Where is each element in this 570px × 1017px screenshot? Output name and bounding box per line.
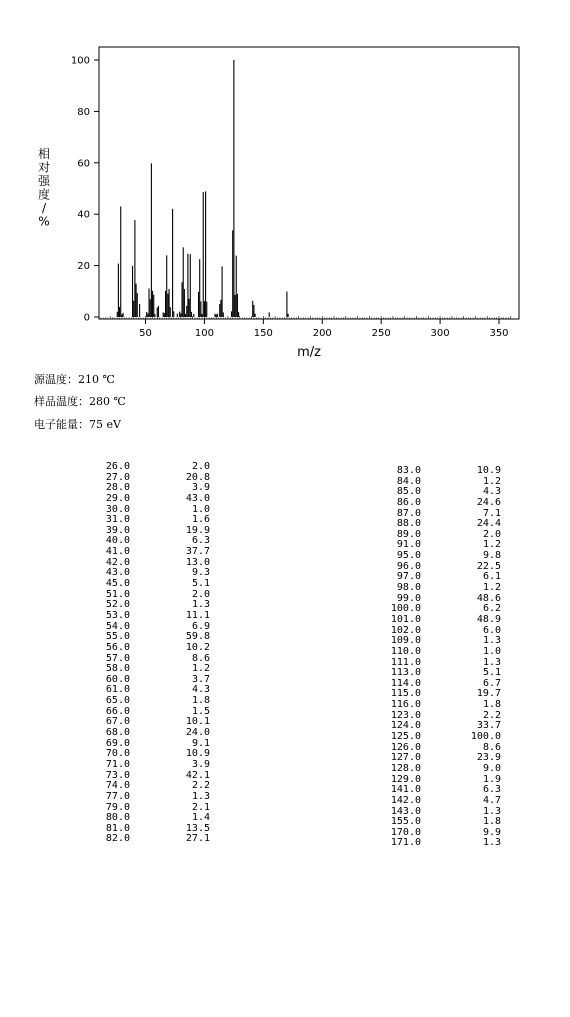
- y-tick-label: 80: [77, 106, 90, 118]
- intensity-value: 6.0: [482, 624, 501, 636]
- peak-table-right: [371, 466, 501, 849]
- intensity-value: 10.9: [185, 748, 210, 760]
- mz-value: 60.0: [105, 673, 130, 685]
- mz-value: 83.0: [396, 465, 421, 476]
- mz-value: 98.0: [396, 582, 421, 594]
- intensity-value: 24.4: [476, 518, 501, 530]
- x-tick-label: 350: [489, 328, 509, 339]
- mz-value: 155.0: [390, 816, 421, 828]
- y-tick-label: 60: [77, 158, 90, 170]
- mz-value: 102.0: [390, 624, 421, 636]
- intensity-value: 1.2: [482, 475, 501, 487]
- table-row: [371, 572, 501, 583]
- intensity-value: 2.2: [191, 780, 210, 792]
- mz-value: 115.0: [390, 688, 421, 700]
- table-row: [80, 473, 210, 484]
- mz-value: 125.0: [390, 731, 421, 743]
- intensity-value: 27.1: [185, 833, 210, 845]
- intensity-value: 1.6: [191, 514, 210, 526]
- intensity-value: 20.8: [185, 471, 210, 483]
- mz-value: 55.0: [105, 631, 130, 643]
- mz-value: 52.0: [105, 599, 130, 611]
- mz-value: 77.0: [105, 790, 130, 802]
- mz-value: 141.0: [390, 784, 421, 796]
- intensity-value: 1.8: [482, 699, 501, 711]
- mz-value: 54.0: [105, 620, 130, 632]
- intensity-value: 37.7: [185, 546, 210, 558]
- mz-value: 81.0: [105, 822, 130, 834]
- table-row: [371, 519, 501, 530]
- intensity-value: 2.2: [482, 709, 501, 721]
- y-tick-label: 100: [70, 55, 90, 67]
- intensity-value: 1.3: [191, 790, 210, 802]
- table-row: [80, 781, 210, 792]
- intensity-value: 9.9: [482, 826, 501, 838]
- table-row: [371, 540, 501, 551]
- table-row: [80, 664, 210, 675]
- intensity-value: 1.9: [482, 773, 501, 785]
- intensity-value: 9.3: [191, 567, 210, 579]
- mz-value: 29.0: [105, 492, 130, 504]
- sample-temperature: 样品温度：280 ℃: [34, 395, 126, 408]
- mz-value: 53.0: [105, 609, 130, 621]
- plot-frame: [99, 47, 519, 319]
- table-row: [80, 728, 210, 739]
- table-row: [80, 803, 210, 814]
- intensity-value: 4.3: [482, 486, 501, 498]
- table-row: [80, 792, 210, 803]
- intensity-value: 13.5: [185, 822, 210, 834]
- mz-value: 123.0: [390, 709, 421, 721]
- mz-value: 74.0: [105, 780, 130, 792]
- table-row: [371, 615, 501, 626]
- mz-value: 170.0: [390, 826, 421, 838]
- intensity-value: 4.7: [482, 794, 501, 806]
- mz-value: 111.0: [390, 656, 421, 668]
- intensity-value: 5.1: [482, 667, 501, 679]
- intensity-value: 2.0: [191, 461, 210, 472]
- intensity-value: 9.0: [482, 762, 501, 774]
- intensity-value: 9.1: [191, 737, 210, 749]
- mz-value: 58.0: [105, 663, 130, 675]
- intensity-value: 6.3: [191, 535, 210, 547]
- intensity-value: 8.6: [191, 652, 210, 664]
- intensity-value: 10.2: [185, 641, 210, 653]
- intensity-value: 3.9: [191, 482, 210, 494]
- intensity-value: 4.3: [191, 684, 210, 696]
- mz-value: 82.0: [105, 833, 130, 845]
- intensity-value: 1.2: [191, 663, 210, 675]
- intensity-value: 1.5: [191, 705, 210, 717]
- intensity-value: 48.6: [476, 592, 501, 604]
- mz-value: 70.0: [105, 748, 130, 760]
- intensity-value: 100.0: [470, 731, 501, 743]
- x-axis-ticks: [139, 319, 508, 339]
- intensity-value: 22.5: [476, 560, 501, 572]
- mz-value: 85.0: [396, 486, 421, 498]
- intensity-value: 19.9: [185, 524, 210, 536]
- table-row: [371, 477, 501, 488]
- mz-value: 69.0: [105, 737, 130, 749]
- table-row: [80, 685, 210, 696]
- x-tick-label: 50: [139, 328, 152, 339]
- mz-value: 43.0: [105, 567, 130, 579]
- table-row: [80, 771, 210, 782]
- intensity-value: 1.0: [482, 645, 501, 657]
- mz-value: 101.0: [390, 613, 421, 625]
- intensity-value: 1.3: [482, 635, 501, 647]
- mz-value: 28.0: [105, 482, 130, 494]
- mz-value: 86.0: [396, 496, 421, 508]
- intensity-value: 6.3: [482, 784, 501, 796]
- mz-value: 42.0: [105, 556, 130, 568]
- table-row: [80, 834, 210, 845]
- table-row: [80, 760, 210, 771]
- mz-value: 129.0: [390, 773, 421, 785]
- x-tick-label: 150: [253, 328, 273, 339]
- intensity-value: 42.1: [185, 769, 210, 781]
- mz-value: 56.0: [105, 641, 130, 653]
- electron-energy: 电子能量：75 eV: [34, 418, 121, 431]
- table-row: [80, 696, 210, 707]
- mz-value: 61.0: [105, 684, 130, 696]
- mz-value: 40.0: [105, 535, 130, 547]
- mz-value: 142.0: [390, 794, 421, 806]
- mz-value: 87.0: [396, 507, 421, 519]
- intensity-value: 1.2: [482, 582, 501, 594]
- mz-value: 41.0: [105, 546, 130, 558]
- table-row: [80, 611, 210, 622]
- mz-value: 109.0: [390, 635, 421, 647]
- source-temperature: 源温度：210 ℃: [34, 373, 115, 386]
- mz-value: 79.0: [105, 801, 130, 813]
- table-row: [371, 466, 501, 477]
- y-tick-label: 20: [77, 261, 90, 273]
- intensity-value: 19.7: [476, 688, 501, 700]
- mz-value: 57.0: [105, 652, 130, 664]
- intensity-value: 1.3: [191, 599, 210, 611]
- table-row: [80, 749, 210, 760]
- table-row: [371, 796, 501, 807]
- table-row: [80, 643, 210, 654]
- mz-value: 110.0: [390, 645, 421, 657]
- intensity-value: 1.0: [191, 503, 210, 515]
- mz-value: 73.0: [105, 769, 130, 781]
- mz-value: 27.0: [105, 471, 130, 483]
- mz-value: 68.0: [105, 727, 130, 739]
- peak-table-left: [80, 462, 210, 845]
- mz-value: 65.0: [105, 695, 130, 707]
- intensity-value: 1.4: [191, 812, 210, 824]
- mz-value: 128.0: [390, 762, 421, 774]
- mz-value: 127.0: [390, 752, 421, 764]
- table-row: [371, 530, 501, 541]
- intensity-value: 1.3: [482, 837, 501, 849]
- intensity-value: 7.1: [482, 507, 501, 519]
- table-row: [371, 838, 501, 849]
- intensity-value: 33.7: [476, 720, 501, 732]
- mz-value: 95.0: [396, 550, 421, 562]
- intensity-value: 3.7: [191, 673, 210, 685]
- intensity-value: 2.1: [191, 801, 210, 813]
- x-tick-label: 100: [194, 328, 214, 339]
- intensity-value: 11.1: [185, 609, 210, 621]
- mz-value: 30.0: [105, 503, 130, 515]
- intensity-value: 43.0: [185, 492, 210, 504]
- y-axis-label: 相对强度/ %: [37, 147, 51, 229]
- x-tick-label: 300: [430, 328, 450, 339]
- intensity-value: 9.8: [482, 550, 501, 562]
- table-row: [371, 647, 501, 658]
- mz-value: 45.0: [105, 578, 130, 590]
- table-row: [80, 568, 210, 579]
- intensity-value: 6.7: [482, 677, 501, 689]
- table-row: [371, 764, 501, 775]
- mz-value: 171.0: [390, 837, 421, 849]
- intensity-value: 23.9: [476, 752, 501, 764]
- minor-x-ticks: [101, 316, 511, 319]
- mz-value: 124.0: [390, 720, 421, 732]
- intensity-value: 24.0: [185, 727, 210, 739]
- intensity-value: 8.6: [482, 741, 501, 753]
- mz-value: 26.0: [105, 461, 130, 472]
- table-row: [371, 498, 501, 509]
- intensity-value: 1.8: [482, 816, 501, 828]
- table-row: [80, 579, 210, 590]
- intensity-value: 6.1: [482, 571, 501, 583]
- x-tick-label: 250: [371, 328, 391, 339]
- mz-value: 96.0: [396, 560, 421, 572]
- table-row: [80, 590, 210, 601]
- intensity-value: 13.0: [185, 556, 210, 568]
- mz-value: 66.0: [105, 705, 130, 717]
- x-axis-label: m/z: [297, 345, 321, 360]
- mz-value: 99.0: [396, 592, 421, 604]
- intensity-value: 3.9: [191, 758, 210, 770]
- mz-value: 113.0: [390, 667, 421, 679]
- intensity-value: 10.1: [185, 716, 210, 728]
- mz-value: 31.0: [105, 514, 130, 526]
- mz-value: 71.0: [105, 758, 130, 770]
- intensity-value: 1.3: [482, 805, 501, 817]
- table-row: [80, 654, 210, 665]
- mz-value: 97.0: [396, 571, 421, 583]
- intensity-value: 24.6: [476, 496, 501, 508]
- intensity-value: 2.0: [191, 588, 210, 600]
- intensity-value: 1.8: [191, 695, 210, 707]
- mz-value: 80.0: [105, 812, 130, 824]
- intensity-value: 59.8: [185, 631, 210, 643]
- mz-value: 39.0: [105, 524, 130, 536]
- mz-value: 84.0: [396, 475, 421, 487]
- table-row: [80, 526, 210, 537]
- mz-value: 51.0: [105, 588, 130, 600]
- table-row: [80, 675, 210, 686]
- mz-value: 100.0: [390, 603, 421, 615]
- y-axis-ticks: [71, 56, 99, 324]
- intensity-value: 6.9: [191, 620, 210, 632]
- x-tick-label: 200: [312, 328, 332, 339]
- intensity-value: 1.3: [482, 656, 501, 668]
- table-row: [371, 562, 501, 573]
- mz-value: 114.0: [390, 677, 421, 689]
- mz-value: 126.0: [390, 741, 421, 753]
- intensity-value: 10.9: [476, 465, 501, 476]
- table-row: [80, 558, 210, 569]
- mz-value: 91.0: [396, 539, 421, 551]
- mass-spectrum-chart: [0, 0, 570, 370]
- y-tick-label: 0: [83, 312, 90, 324]
- table-row: [80, 494, 210, 505]
- table-row: [80, 505, 210, 516]
- intensity-value: 1.2: [482, 539, 501, 551]
- intensity-value: 2.0: [482, 528, 501, 540]
- intensity-value: 48.9: [476, 613, 501, 625]
- mz-value: 67.0: [105, 716, 130, 728]
- mz-value: 89.0: [396, 528, 421, 540]
- intensity-value: 6.2: [482, 603, 501, 615]
- y-tick-label: 40: [77, 209, 90, 221]
- mz-value: 88.0: [396, 518, 421, 530]
- mz-value: 116.0: [390, 699, 421, 711]
- mz-value: 143.0: [390, 805, 421, 817]
- peak-bars: [117, 60, 288, 317]
- intensity-value: 5.1: [191, 578, 210, 590]
